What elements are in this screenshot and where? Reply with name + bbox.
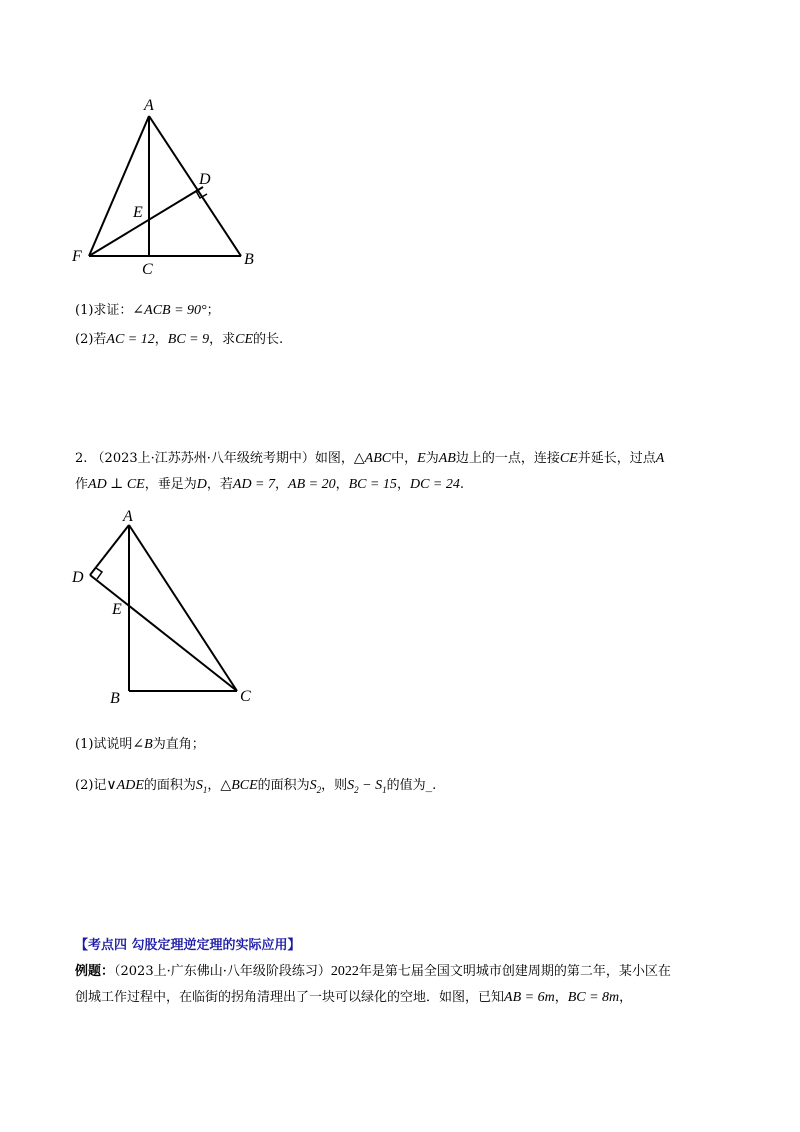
- segment-af: [89, 116, 149, 256]
- q1-part1: [75, 302, 220, 320]
- segment-ac: [129, 525, 237, 691]
- q2-c2: ，: [335, 477, 349, 492]
- q2-t2: ，: [207, 778, 221, 793]
- s1-sub: 1: [202, 784, 208, 795]
- label-b: B: [244, 251, 254, 268]
- s1-letter: S: [195, 778, 203, 793]
- q2-t2: 为: [425, 451, 439, 466]
- example-line2: 创城工作过程中，在临街的拐角清理出了一块可以绿化的空地．如图，已知: [75, 990, 505, 1005]
- q2-s1: [196, 778, 208, 793]
- q2-source: （2023上·江苏苏州·八年级统考期中）如图，: [91, 451, 354, 466]
- label-a: A: [123, 508, 133, 525]
- q2-perp: AD ⊥ CE: [88, 477, 145, 492]
- segment-fd: [89, 187, 203, 256]
- q1-part1-expr: ∠ACB = 90°: [132, 303, 207, 318]
- q2-part2-prefix: (2)记: [75, 778, 107, 793]
- segment-ab: [149, 116, 241, 256]
- q1-ce: CE: [235, 332, 254, 347]
- q1-part2-suffix: 的长.: [253, 332, 284, 347]
- label-d: D: [199, 171, 211, 188]
- example-line1: 年是第七届全国文明城市创建周期的第二年，某小区在: [358, 964, 671, 979]
- segment-ad: [90, 525, 129, 575]
- diff-a: S: [347, 778, 355, 793]
- q2-s2: [310, 778, 322, 793]
- q2-end: .: [459, 477, 464, 492]
- q2-diff: [347, 778, 386, 793]
- label-e: E: [133, 204, 143, 221]
- example-end: ，: [619, 990, 633, 1005]
- q1-part2-prefix: (2)若: [75, 332, 107, 347]
- example-year: 2022: [330, 964, 359, 979]
- s2-sub: 2: [316, 784, 322, 795]
- example-source: （2023上·广东佛山·八年级阶段练习）: [114, 964, 331, 979]
- q2-part1-expr: ∠B: [132, 737, 153, 752]
- q2-a: A: [655, 451, 665, 466]
- q2-e: E: [417, 451, 426, 466]
- q2-t5: 的值为_.: [386, 778, 437, 793]
- q2-t6: ，垂足为: [144, 477, 197, 492]
- label-c: C: [142, 261, 153, 278]
- q2-bce: △BCE: [220, 778, 258, 793]
- q2-bc15: BC = 15: [348, 477, 397, 492]
- q1-part1-suffix: ；: [206, 303, 220, 318]
- q1-part1-prefix: (1)求证：: [75, 303, 133, 318]
- q2-t7: ，若: [206, 477, 233, 492]
- segment-dc: [90, 575, 237, 691]
- label-c: C: [240, 688, 251, 705]
- q1-ac: AC = 12: [106, 332, 155, 347]
- label-f: F: [72, 248, 82, 265]
- q2-t5: 作: [75, 477, 89, 492]
- q2-t3: 的面积为: [257, 778, 310, 793]
- q2-ad: AD = 7: [232, 477, 275, 492]
- q2-t3: 边上的一点，连接: [455, 451, 560, 466]
- example-bc: BC = 8m: [567, 990, 620, 1005]
- q2-ab20: AB = 20: [288, 477, 336, 492]
- q2-c3: ，: [396, 477, 410, 492]
- label-d: D: [72, 569, 84, 586]
- diff-a-sub: 2: [354, 784, 359, 795]
- label-e: E: [112, 601, 122, 618]
- q1-part2: [75, 331, 283, 349]
- q2-part1-suffix: 为直角；: [152, 737, 205, 752]
- example-ab: AB = 6m: [504, 990, 555, 1005]
- label-b: B: [110, 690, 120, 707]
- q1-bc: BC = 9: [167, 332, 210, 347]
- q2-part1-prefix: (1)试说明: [75, 737, 133, 752]
- q1-comma1: ，: [154, 332, 168, 347]
- q2-ce: CE: [559, 451, 578, 466]
- triangle-figure-1: [60, 90, 280, 280]
- q1-comma2: ，求: [209, 332, 236, 347]
- triangle-figure-2: [60, 505, 270, 710]
- q2-dc24: DC = 24: [409, 477, 460, 492]
- right-angle-mark-d: [96, 568, 102, 579]
- section4-example: [75, 959, 735, 1011]
- q2-t1: 中，: [391, 451, 418, 466]
- q2-t4: 并延长，过点: [577, 451, 656, 466]
- diff-b-sub: 1: [382, 784, 387, 795]
- example-comma: ，: [554, 990, 568, 1005]
- q2-t1: 的面积为: [143, 778, 196, 793]
- section4-heading: 【考点四 勾股定理逆定理的实际应用】: [75, 938, 301, 953]
- diff-op: −: [358, 778, 376, 793]
- q2-number: 2.: [75, 451, 88, 466]
- q2-part2: [75, 777, 436, 799]
- example-label: 例题：: [75, 964, 115, 979]
- q2-ade: ∨ADE: [106, 778, 144, 793]
- s2-letter: S: [309, 778, 317, 793]
- q2-part1: [75, 736, 205, 754]
- q2-d: D: [196, 477, 207, 492]
- q2-ab: AB: [438, 451, 456, 466]
- q2-c1: ，: [275, 477, 289, 492]
- q2-statement: [75, 446, 735, 498]
- q2-t4: ，则: [321, 778, 348, 793]
- label-a: A: [144, 97, 154, 114]
- q2-tri: △ABC: [353, 451, 392, 466]
- diff-b: S: [375, 778, 383, 793]
